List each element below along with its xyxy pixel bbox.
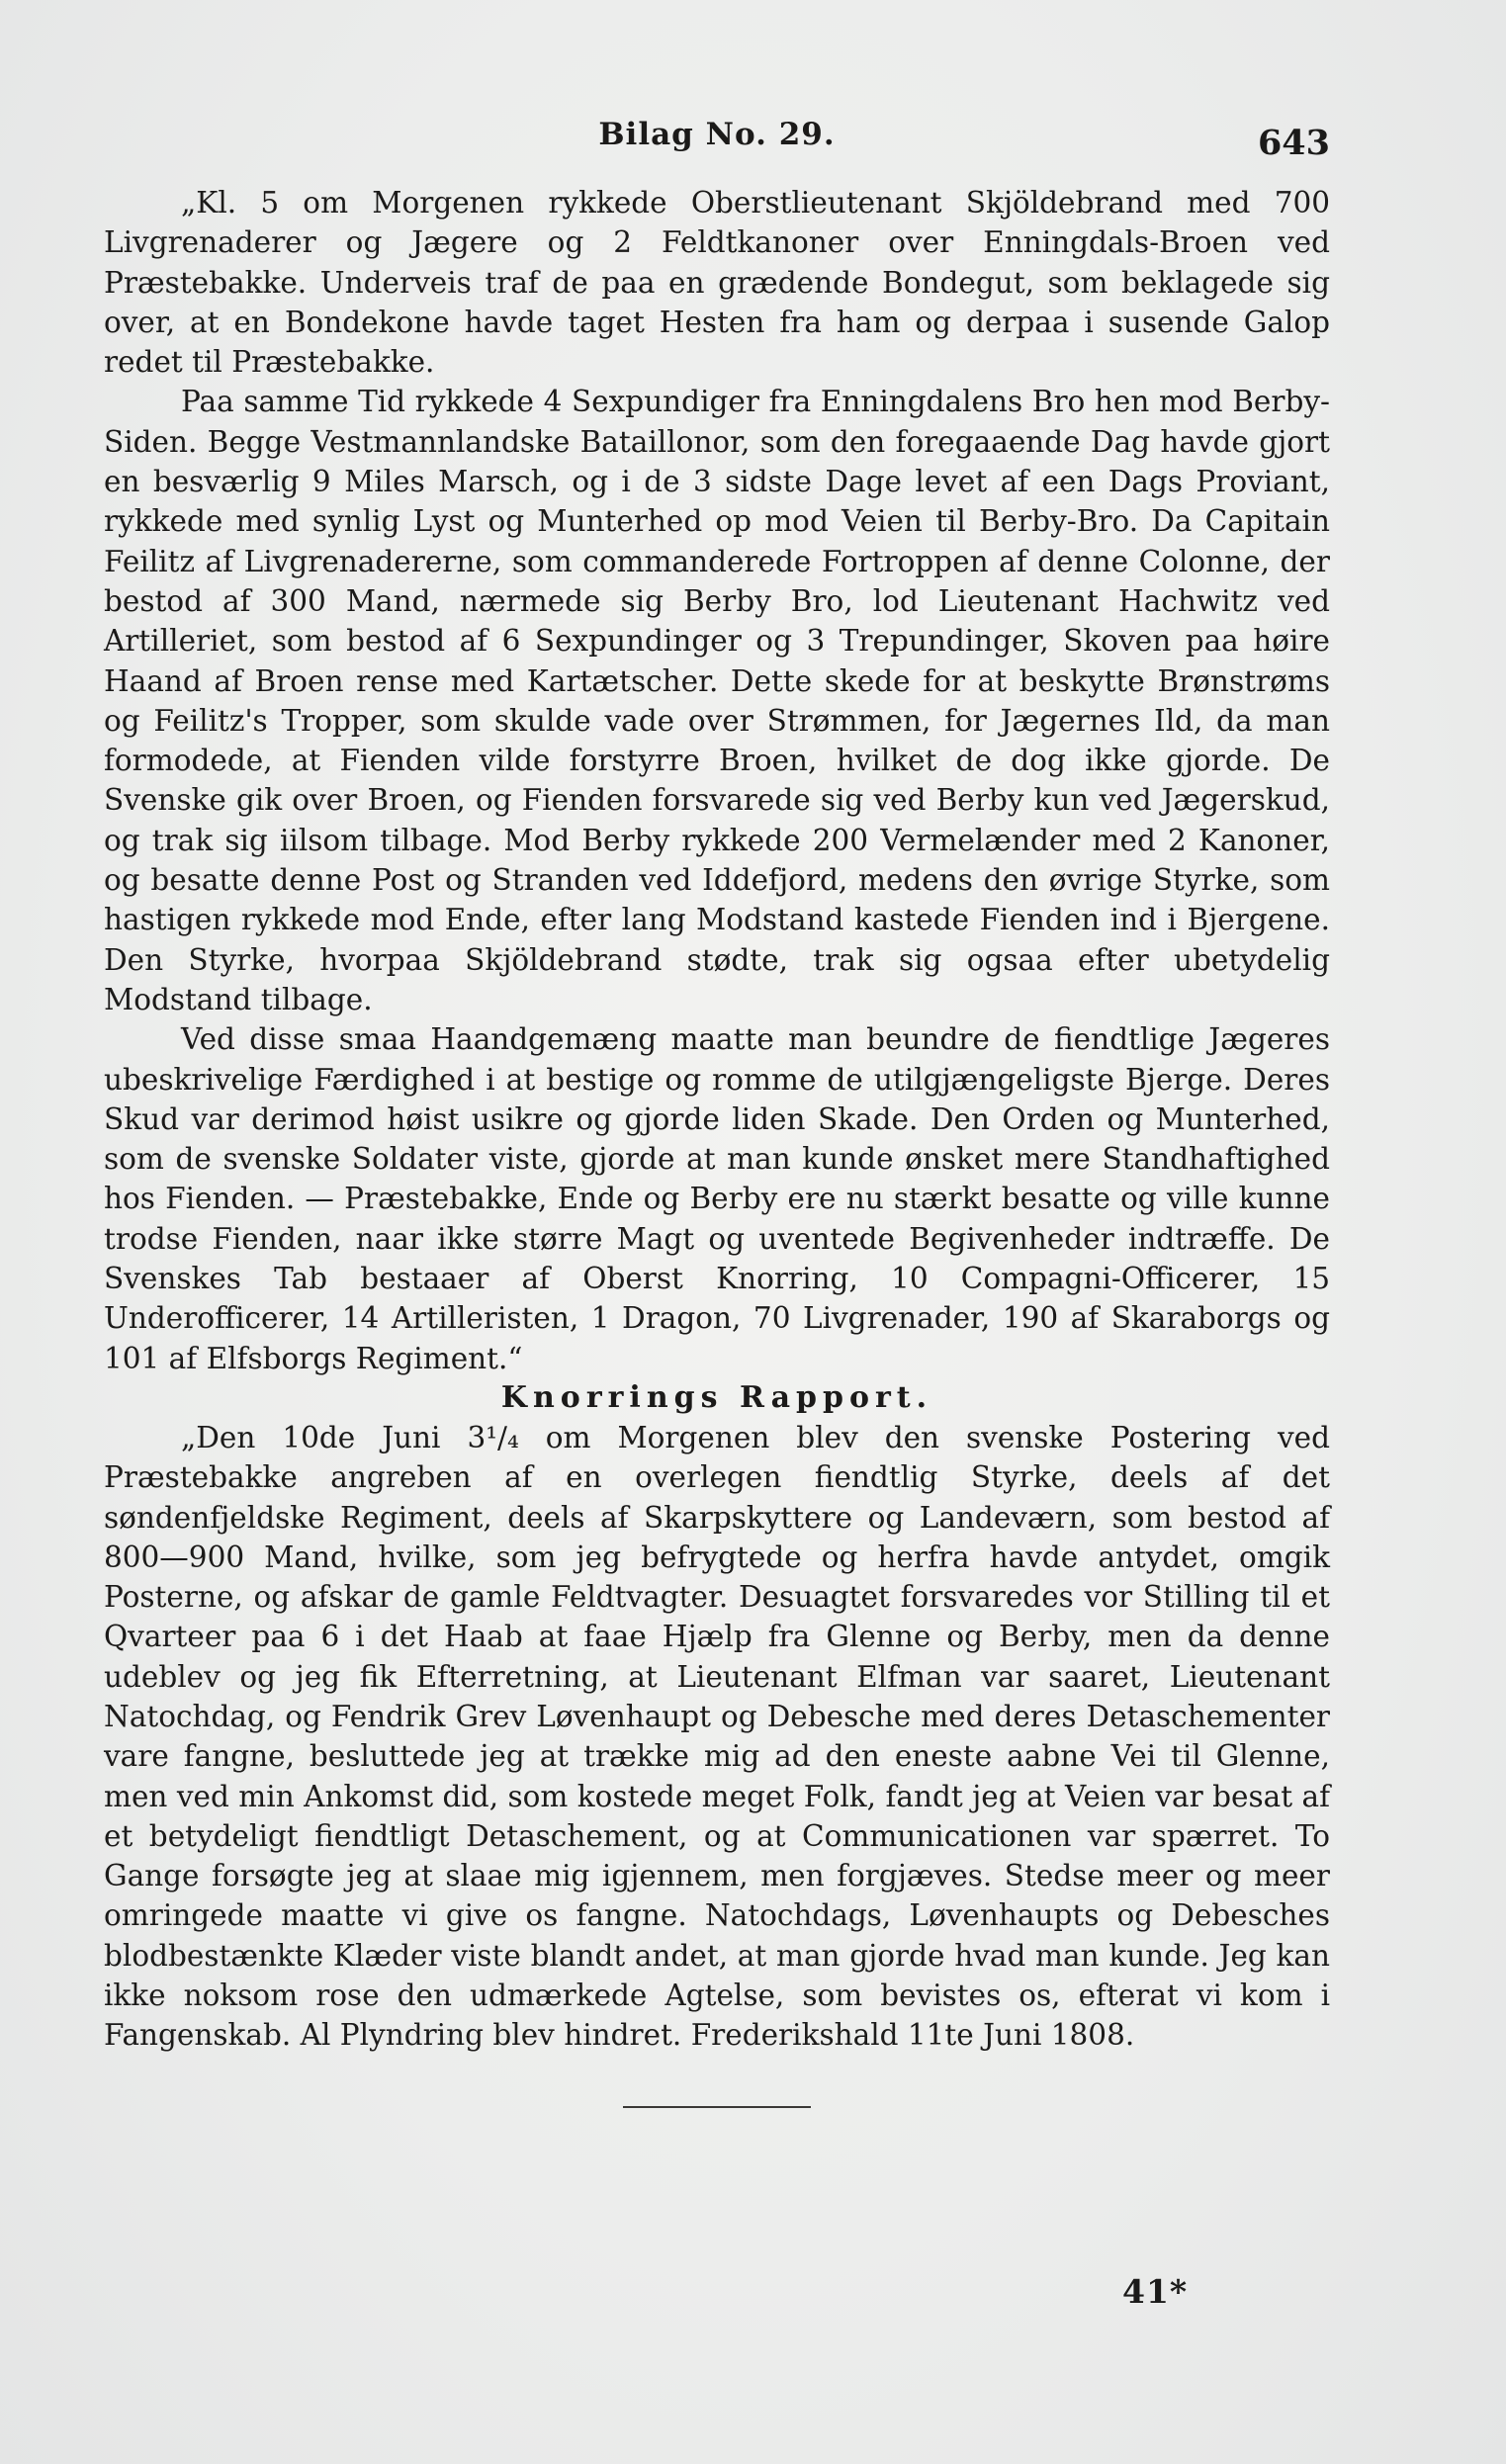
page-header bbox=[104, 117, 1330, 166]
signature-mark: 41* bbox=[1122, 2272, 1189, 2311]
paragraph-skjoldebrand: „Kl. 5 om Morgenen rykkede Oberstlieutenant Skjöldebrand med 700 Livgrenaderer og Jægere og 2 Feldtkanoner over Enningdals-Broen ved Præstebakke. Underveis traf de paa en grædende Bondegut, som beklagede sig over, at en Bondekone havde taget Hesten fra ham og derpaa i susende Galop redet til Præstebakke. bbox=[104, 186, 1330, 380]
page-number: 643 bbox=[1257, 123, 1330, 163]
paragraph-losses: Ved disse smaa Haandgemæng maatte man beundre de fiendtlige Jægeres ubeskrivelige Færdighed i at bestige og romme de utilgjængeligste Bjerge. Deres Skud var derimod høist usikre og gjorde liden Skade. Den Orden og Munterhed, som de svenske Soldater viste, gjorde at man kunde ønsket mere Standhaftighed hos Fienden. — Præstebakke, Ende og Berby ere nu stærkt besatte og ville kunne trodse Fienden, naar ikke større Magt og uventede Begivenheder indtræffe. De Svenskes Tab bestaaer af Oberst Knorring, 10 Compagni-Officerer, 15 Underofficerer, 14 Artilleristen, 1 Dragon, 70 Livgrenader, 190 af Skaraborgs og 101 af Elfsborgs Regiment.“ bbox=[104, 1022, 1330, 1375]
paragraph-berby: Paa samme Tid rykkede 4 Sexpundiger fra Enningdalens Bro hen mod Berby-Siden. Begge Vestmannlandske Bataillonor, som den foregaaende Dag havde gjort en besværlig 9 Miles Marsch, og i de 3 sidste Dage levet af een Dags Proviant, rykkede med synlig Lyst og Munterhed op mod Veien til Berby-Bro. Da Capitain Feilitz af Livgrenadererne, som commanderede Fortroppen af denne Colonne, der bestod af 300 Mand, nærmede sig Berby Bro, lod Lieutenant Hachwitz ved Artilleriet, som bestod af 6 Sexpundinger og 3 Trepundinger, Skoven paa høire Haand af Broen rense med Kartætscher. Dette skede for at beskytte Brønstrøms og Feilitz's Tropper, som skulde vade over Strømmen, for Jægernes Ild, da man formodede, at Fienden vilde forstyrre Broen, hvilket de dog ikke gjorde. De Svenske gik over Broen, og Fienden forsvarede sig ved Berby kun ved Jægerskud, og trak sig iilsom tilbage. Mod Berby rykkede 200 Vermelænder med 2 Kanoner, og besatte denne Post og Stranden ved Iddefjord, medens den øvrige Styrke, som hastigen rykkede mod Ende, efter lang Modstand kastede Fienden ind i Bjergene. Den Styrke, hvorpaa Skjöldebrand stødte, trak sig ogsaa efter ubetydelig Modstand tilbage. bbox=[104, 385, 1330, 1016]
section-heading: Knorrings Rapport. bbox=[500, 1379, 933, 1415]
running-title: Bilag No. 29. bbox=[598, 117, 836, 152]
closing-rule bbox=[623, 2106, 811, 2108]
body-text bbox=[104, 183, 1330, 2056]
paragraph-knorring-report: „Den 10de Juni 3¹/₄ om Morgenen blev den svenske Postering ved Præstebakke angreben af en overlegen fiendtlig Styrke, deels af det søndenfjeldske Regiment, deels af Skarpskyttere og Landeværn, som bestod af 800—900 Mand, hvilke, som jeg befrygtede og herfra havde antydet, omgik Posterne, og afskar de gamle Feldtvagter. Desuagtet forsvaredes vor Stilling til et Qvarteer paa 6 i det Haab at faae Hjælp fra Glenne og Berby, men da denne udeblev og jeg fik Efterretning, at Lieutenant Elfman var saaret, Lieutenant Natochdag, og Fendrik Grev Løvenhaupt og Debesche med deres Detaschementer vare fangne, besluttede jeg at trække mig ad den eneste aabne Vei til Glenne, men ved min Ankomst did, som kostede meget Folk, fandt jeg at Veien var besat af et betydeligt fiendtligt Detaschement, og at Communicationen var spærret. To Gange forsøgte jeg at slaae mig igjennem, men forgjæves. Stedse meer og meer omringede maatte vi give os fangne. Natochdags, Løvenhaupts og Debesches blodbestænkte Klæder viste blandt andet, at man gjorde hvad man kunde. Jeg kan ikke noksom rose den udmærkede Agtelse, som bevistes os, efterat vi kom i Fangenskab. Al Plyndring blev hindret. Frederikshald 11te Juni 1808. bbox=[104, 1420, 1330, 2053]
